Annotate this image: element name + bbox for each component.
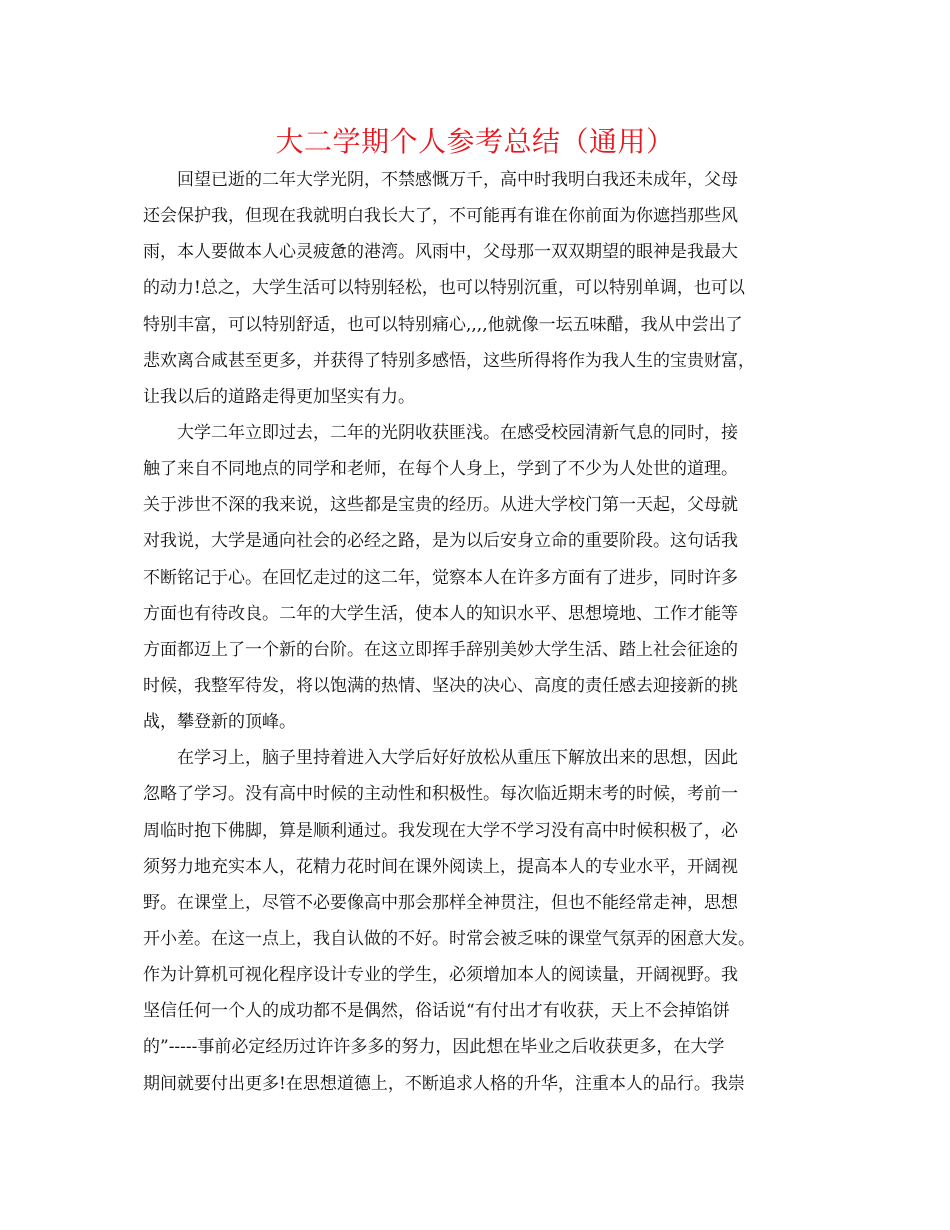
text-line: 坚信任何一个人的成功都不是偶然，俗话说“有付出才有收获，天上不会掉馅饼 bbox=[143, 1001, 730, 1022]
text-line: 触了来自不同地点的同学和老师，在每个人身上，学到了不少为人处世的道理。 bbox=[143, 459, 738, 480]
text-line: 关于涉世不深的我来说，这些都是宝贵的经历。从进大学校门第一天起，父母就 bbox=[143, 495, 738, 516]
text-line: 的动力!总之，大学生活可以特别轻松，也可以特别沉重，可以特别单调，也可以 bbox=[143, 278, 745, 299]
text-line: 方面都迈上了一个新的台阶。在这立即挥手辞别美妙大学生活、踏上社会征途的 bbox=[143, 639, 738, 660]
text-line: 战，攀登新的顶峰。 bbox=[143, 712, 296, 733]
document-title: 大二学期个人参考总结（通用） bbox=[275, 125, 675, 158]
paragraph bbox=[143, 162, 813, 415]
text-line: 悲欢离合咸甚至更多，并获得了特别多感悟，这些所得将作为我人生的宝贵财富， bbox=[143, 350, 755, 371]
paragraph bbox=[143, 415, 813, 740]
text-line: 对我说，大学是通向社会的必经之路，是为以后安身立命的重要阶段。这句话我 bbox=[143, 531, 738, 552]
text-line: 让我以后的道路走得更加坚实有力。 bbox=[143, 386, 415, 407]
text-line: 在学习上，脑子里持着进入大学后好好放松从重压下解放出来的思想，因此 bbox=[177, 748, 738, 769]
document-body bbox=[143, 162, 813, 1102]
text-line: 大学二年立即过去，二年的光阴收获匪浅。在感受校园清新气息的同时，接 bbox=[177, 422, 738, 443]
text-line: 作为计算机可视化程序设计专业的学生，必须增加本人的阅读量，开阔视野。我 bbox=[143, 965, 738, 986]
text-line: 还会保护我，但现在我就明白我长大了，不可能再有谁在你前面为你遮挡那些风 bbox=[143, 206, 738, 227]
text-line: 特别丰富，可以特别舒适，也可以特别痛心,,,,他就像一坛五味醋，我从中尝出了 bbox=[143, 314, 743, 335]
text-line: 忽略了学习。没有高中时候的主动性和积极性。每次临近期末考的时候，考前一 bbox=[143, 784, 738, 805]
text-line: 开小差。在这一点上，我自认做的不好。时常会被乏味的课堂气氛弄的困意大发。 bbox=[143, 928, 755, 949]
text-line: 方面也有待改良。二年的大学生活，使本人的知识水平、思想境地、工作才能等 bbox=[143, 603, 738, 624]
text-line: 时候，我整军待发，将以饱满的热情、坚决的决心、高度的责任感去迎接新的挑 bbox=[143, 675, 738, 696]
paragraph bbox=[143, 740, 813, 1101]
text-line: 须努力地充实本人，花精力花时间在课外阅读上，提高本人的专业水平，开阔视 bbox=[143, 856, 738, 877]
text-line: 周临时抱下佛脚，算是顺利通过。我发现在大学不学习没有高中时候积极了，必 bbox=[143, 820, 738, 841]
text-line: 的”-----事前必定经历过许许多多的努力，因此想在毕业之后收获更多，在大学 bbox=[143, 1037, 725, 1058]
text-line: 不断铭记于心。在回忆走过的这二年，觉察本人在许多方面有了进步，同时许多 bbox=[143, 567, 738, 588]
text-line: 野。在课堂上，尽管不必要像高中那会那样全神贯注，但也不能经常走神，思想 bbox=[143, 892, 738, 913]
text-line: 雨，本人要做本人心灵疲惫的港湾。风雨中，父母那一双双期望的眼神是我最大 bbox=[143, 242, 738, 263]
text-line: 期间就要付出更多!在思想道德上，不断追求人格的升华，注重本人的品行。我崇 bbox=[143, 1073, 745, 1094]
text-line: 回望已逝的二年大学光阴，不禁感慨万千，高中时我明白我还未成年，父母 bbox=[177, 170, 738, 190]
